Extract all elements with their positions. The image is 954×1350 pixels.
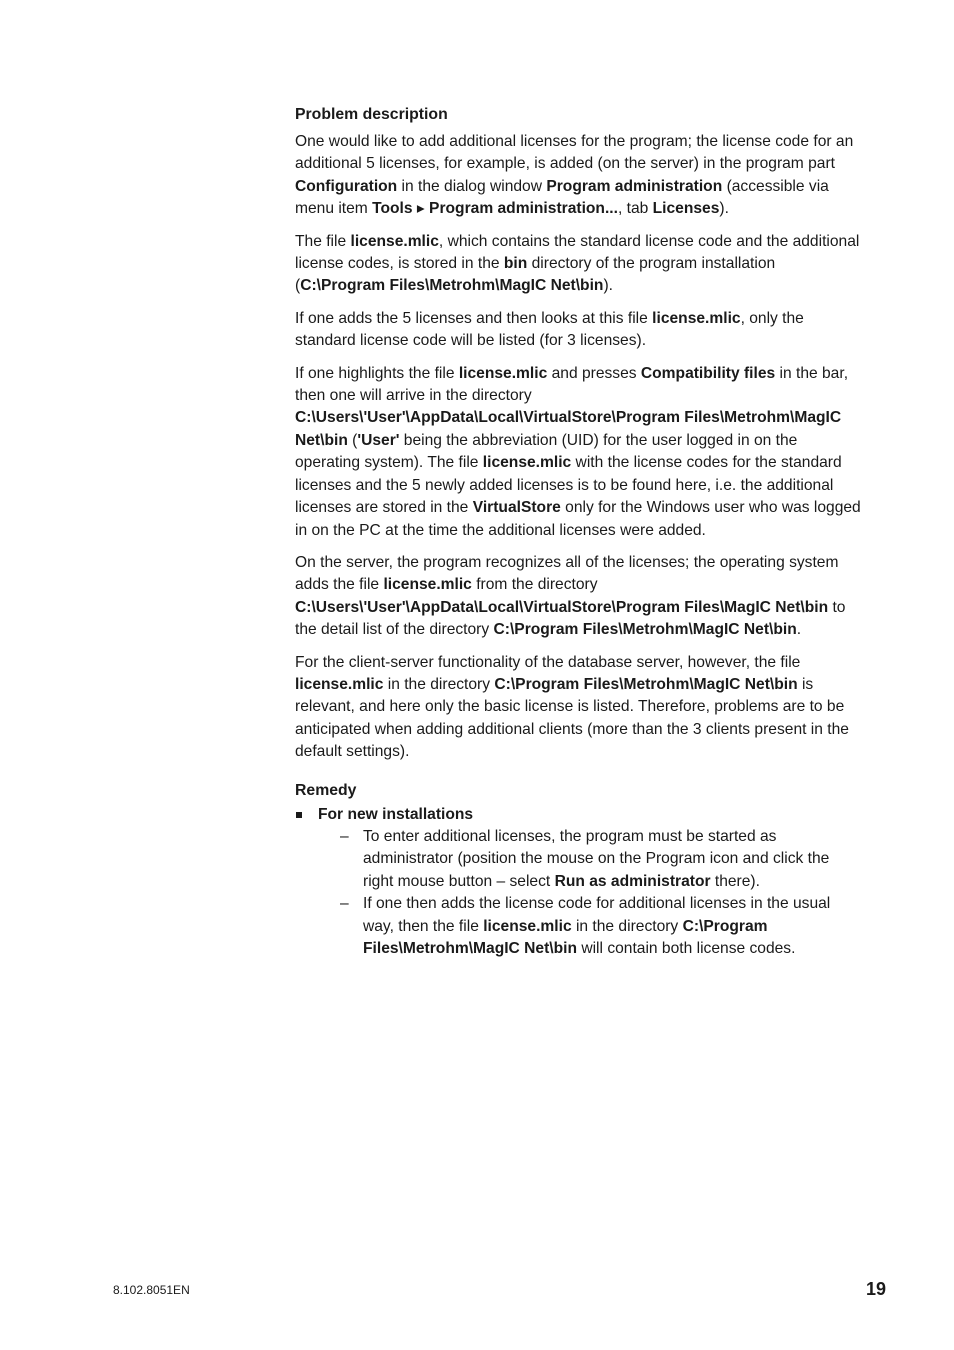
problem-description-heading: Problem description	[295, 106, 448, 123]
bullet-label: For new installations	[318, 805, 474, 823]
paragraph-5: On the server, the program recognizes all of the licenses; the operating system adds the file license.mlic from the directory C:\Users\'User'\AppData\Local\VirtualStore\Program Files\MagIC Net\bin to the detail list of the directory C:\Program Files\Metrohm\MagIC Net\bin.	[295, 553, 846, 639]
dash-item-2: – If one then adds the license code for additional licenses in the usual way, then the file license.mlic in the directory C:\Program Files\Metrohm\MagIC Net\bin will contain both license codes.	[340, 895, 831, 957]
paragraph-6: For the client-server functionality of the database server, however, the file license.mlic in the directory C:\Program Files\Metrohm\MagIC Net\bin is relevant, and here only the basic license is listed. Therefore, problems are to be anticipated when adding additional clients (more than the 3 clients present in the default settings).	[295, 653, 849, 761]
bullet-square-icon	[296, 812, 302, 818]
dash-item-1: – To enter additional licenses, the program must be started as administrator (position the mouse on the Program icon and click the right mouse button – select Run as administrator there).	[340, 827, 830, 890]
page-number: 19	[866, 1279, 887, 1299]
dash-marker: –	[340, 895, 349, 913]
paragraph-3: If one adds the 5 licenses and then looks at this file license.mlic, only the standard license code will be listed (for 3 licenses).	[295, 309, 804, 350]
bullet-item	[295, 804, 862, 826]
main-content	[295, 104, 862, 960]
paragraph-1: One would like to add additional licenses for the program; the license code for an additional 5 licenses, for example, is added (on the server) in the program part Configuration in the dialog window Program administration (accessible via menu item Tools ▸ Program administration..., tab Licenses).	[295, 133, 854, 218]
paragraph-2: The file license.mlic, which contains the standard license code and the additional license codes, is stored in the bin directory of the program installation (C:\Program Files\Metrohm\MagIC Net\bin).	[295, 232, 860, 295]
dash-marker: –	[340, 827, 349, 845]
document-number: 8.102.8051EN	[113, 1283, 190, 1297]
remedy-heading: Remedy	[295, 781, 357, 799]
paragraph-4: If one highlights the file license.mlic and presses Compatibility files in the bar, then one will arrive in the directory C:\Users\'User'\AppData\Local\VirtualStore\Program Files\Metrohm\MagIC Net\bin ('User' being the abbreviation (UID) for the user logged in on the operating system). The file license.mlic with the license codes for the standard licenses and the 5 newly added licenses is to be found here, i.e. the additional licenses are stored in the VirtualStore only for the Windows user who was logged in on the PC at the time the additional licenses were added.	[295, 364, 861, 539]
